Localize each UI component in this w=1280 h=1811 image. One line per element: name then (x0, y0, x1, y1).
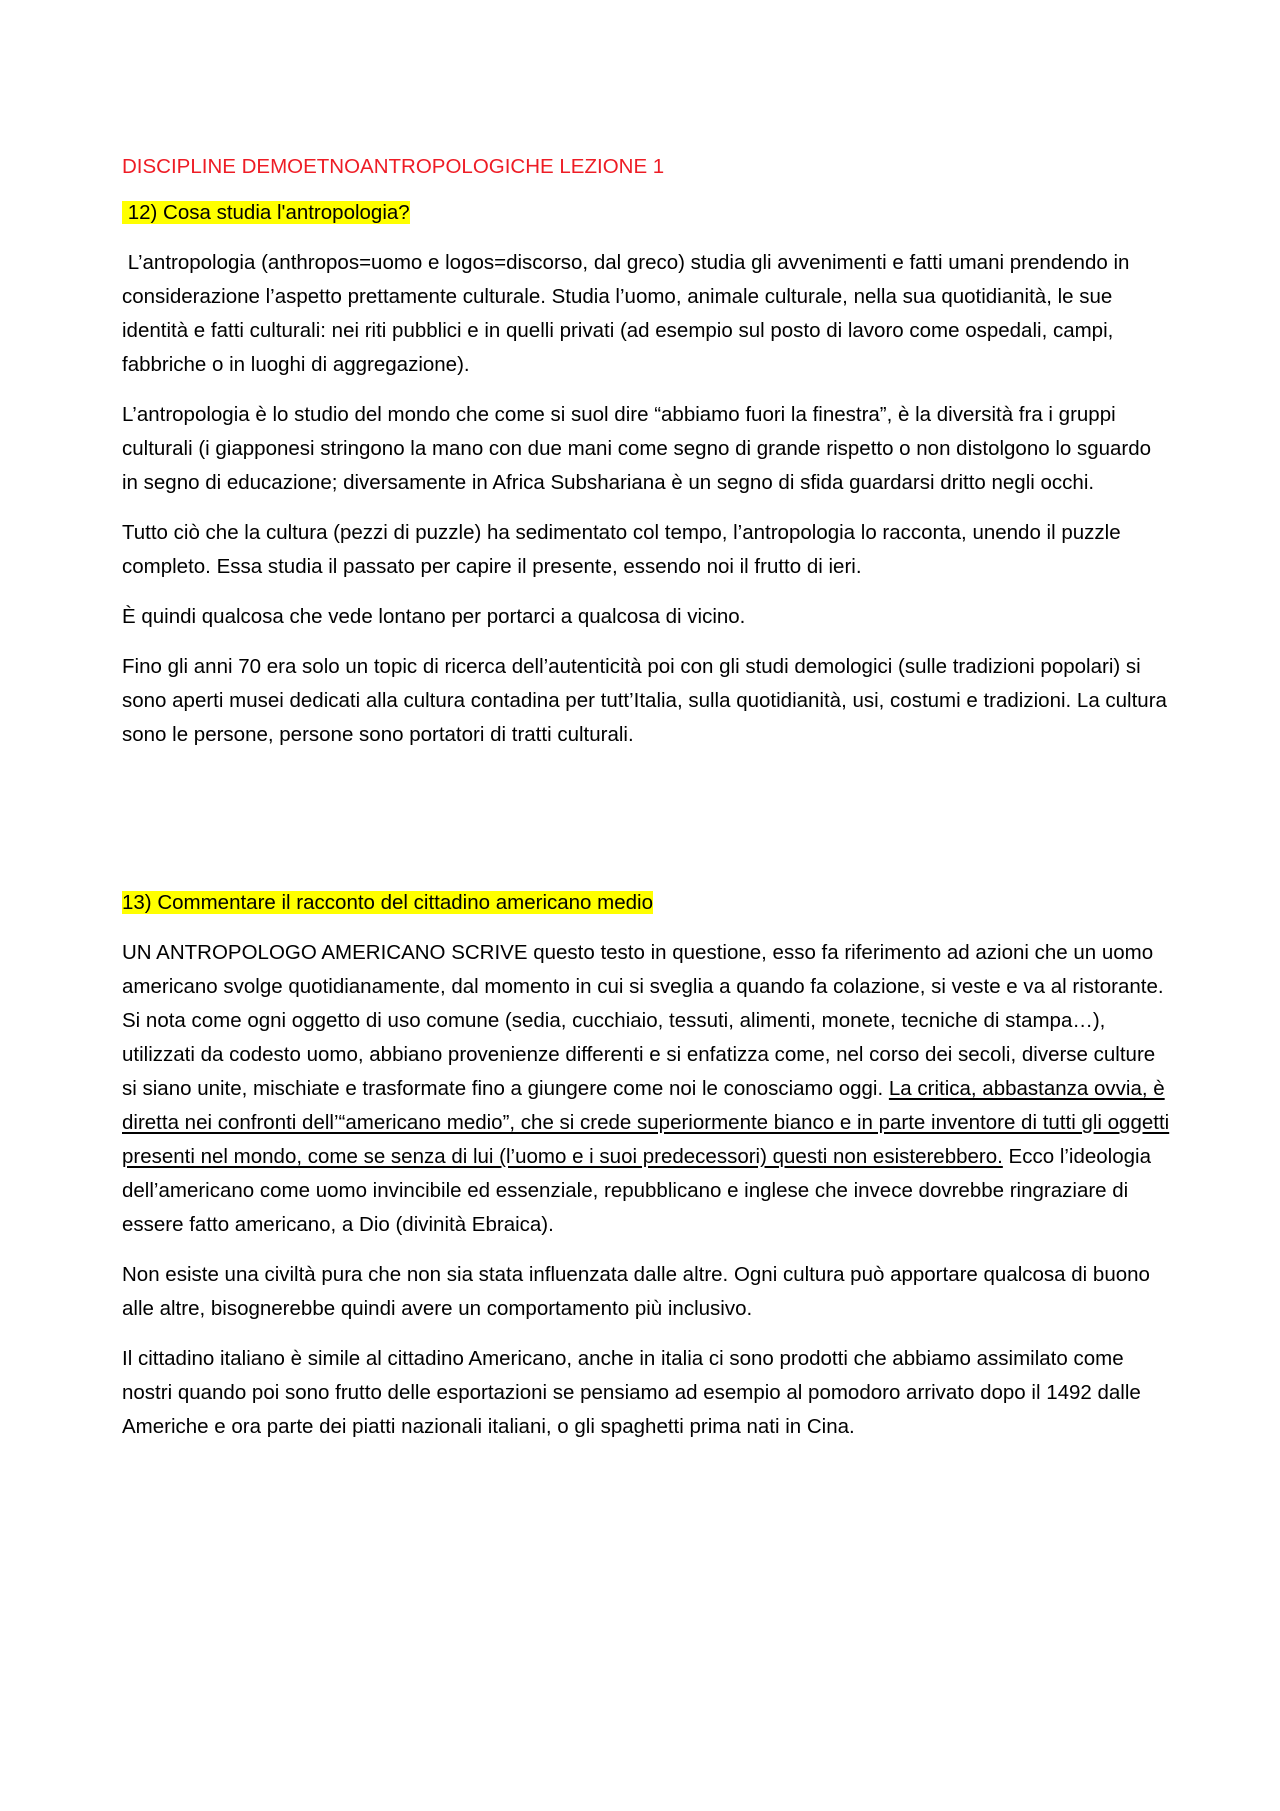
paragraph: È quindi qualcosa che vede lontano per portarci a qualcosa di vicino. (122, 605, 746, 628)
paragraph: Il cittadino italiano è simile al cittadino Americano, anche in italia ci sono prodotti che abbiamo assimilato come nostri quando poi sono frutto delle esportazioni se pensiamo ad esempio al pomodoro arrivato dopo il 1492 dalle Americhe e ora parte dei piatti nazionali italiani, o gli spaghetti prima nati in Cina. (122, 1347, 1141, 1438)
paragraph: Non esiste una civiltà pura che non sia stata influenzata dalle altre. Ogni cultura può apportare qualcosa di buono alle altre, bisognerebbe quindi avere un comportamento più inclusivo. (122, 1263, 1150, 1320)
paragraph-american-citizen (122, 936, 1172, 1242)
question-13-highlight: 13) Commentare il racconto del cittadino americano medio (122, 891, 653, 914)
question-12-highlight: 12) Cosa studia l'antropologia? (122, 201, 410, 224)
question-12 (122, 196, 1172, 230)
question-13 (122, 886, 1172, 920)
paragraph: L’antropologia è lo studio del mondo che come si suol dire “abbiamo fuori la finestra”, è la diversità fra i gruppi culturali (i giapponesi stringono la mano con due mani come segno di grande rispetto o non distolgono lo sguardo in segno di educazione; diversamente in Africa Subshariana è un segno di sfida guardarsi dritto negli occhi. (122, 403, 1152, 494)
paragraph: Tutto ciò che la cultura (pezzi di puzzle) ha sedimentato col tempo, l’antropologia lo racconta, unendo il puzzle completo. Essa studia il passato per capire il presente, essendo noi il frutto di ieri. (122, 521, 1121, 578)
underlined-critique: La critica, abbastanza ovvia, è diretta nei confronti dell’“americano medio”, che si crede superiormente bianco e in parte inventore di tutti gli oggetti presenti nel mondo, come se senza di lui (l’uomo e i suoi predecessori) questi non esisterebbero. (122, 1077, 1170, 1168)
document-page (122, 150, 1172, 1460)
paragraph-text: UN ANTROPOLOGO AMERICANO SCRIVE questo testo in questione, esso fa riferimento ad azioni che un uomo americano svolge quotidianamente, dal momento in cui si sveglia a quando fa colazione, si veste e va al ristorante. Si nota come ogni oggetto di uso comune (sedia, cucchiaio, tessuti, alimenti, monete, tecniche di stampa…), utilizzati da codesto uomo, abbiano provenienze differenti e si enfatizza come, nel corso dei secoli, diverse culture si siano unite, mischiate e trasformate fino a giungere come noi le conosciamo oggi. (122, 941, 1164, 1100)
paragraph: L’antropologia (anthropos=uomo e logos=discorso, dal greco) studia gli avvenimenti e fatti umani prendendo in considerazione l’aspetto prettamente culturale. Studia l’uomo, animale culturale, nella sua quotidianità, le sue identità e fatti culturali: nei riti pubblici e in quelli privati (ad esempio sul posto di lavoro come ospedali, campi, fabbriche o in luoghi di aggregazione). (122, 251, 1136, 376)
paragraph-text: Ecco l’ideologia dell’americano come uomo invincibile ed essenziale, repubblicano e inglese che invece dovrebbe ringraziare di essere fatto americano, a Dio (divinità Ebraica). (122, 1145, 1151, 1236)
paragraph: Fino gli anni 70 era solo un topic di ricerca dell’autenticità poi con gli studi demologici (sulle tradizioni popolari) si sono aperti musei dedicati alla cultura contadina per tutt’Italia, sulla quotidianità, usi, costumi e tradizioni. La cultura sono le persone, persone sono portatori di tratti culturali. (122, 655, 1167, 746)
document-title: DISCIPLINE DEMOETNOANTROPOLOGICHE LEZIONE 1 (122, 155, 665, 178)
section-spacer (122, 768, 1172, 886)
